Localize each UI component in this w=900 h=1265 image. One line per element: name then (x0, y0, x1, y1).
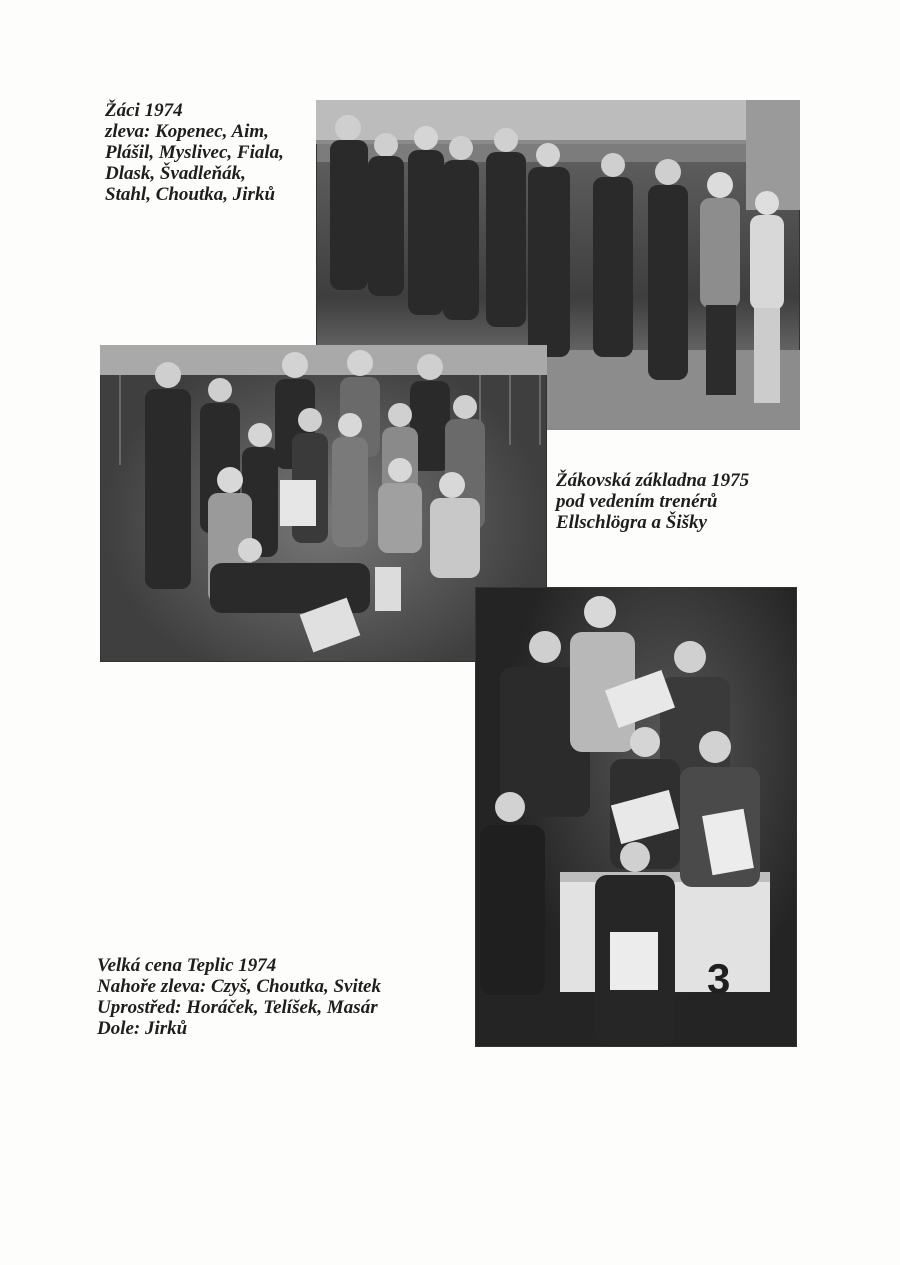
photo-velka-cena-1974-figures (475, 587, 797, 1047)
podium-number: 3 (707, 955, 731, 1002)
caption-line: Nahoře zleva: Czyš, Choutka, Svitek (97, 976, 381, 997)
caption-title: Žáci 1974 (105, 100, 183, 121)
caption-line: Dlask, Švadleňák, (105, 163, 246, 184)
photo-velka-cena-1974 (475, 587, 797, 1047)
caption-title: Velká cena Teplic 1974 (97, 955, 277, 976)
caption-velka-cena-1974 (97, 955, 381, 1039)
caption-line: pod vedením trenérů (556, 491, 718, 512)
caption-line: Plášil, Myslivec, Fiala, (105, 142, 284, 163)
caption-line: Ellschlögra a Šišky (556, 512, 707, 533)
caption-line: zleva: Kopenec, Aim, (105, 121, 269, 142)
caption-zakovska-1975 (556, 470, 749, 533)
caption-line: Stahl, Choutka, Jirků (105, 184, 276, 205)
caption-title: Žákovská základna 1975 (556, 470, 750, 491)
caption-zaci-1974 (105, 100, 284, 205)
caption-line: Dole: Jirků (97, 1018, 188, 1039)
caption-line: Uprostřed: Horáček, Telíšek, Masár (97, 997, 378, 1018)
